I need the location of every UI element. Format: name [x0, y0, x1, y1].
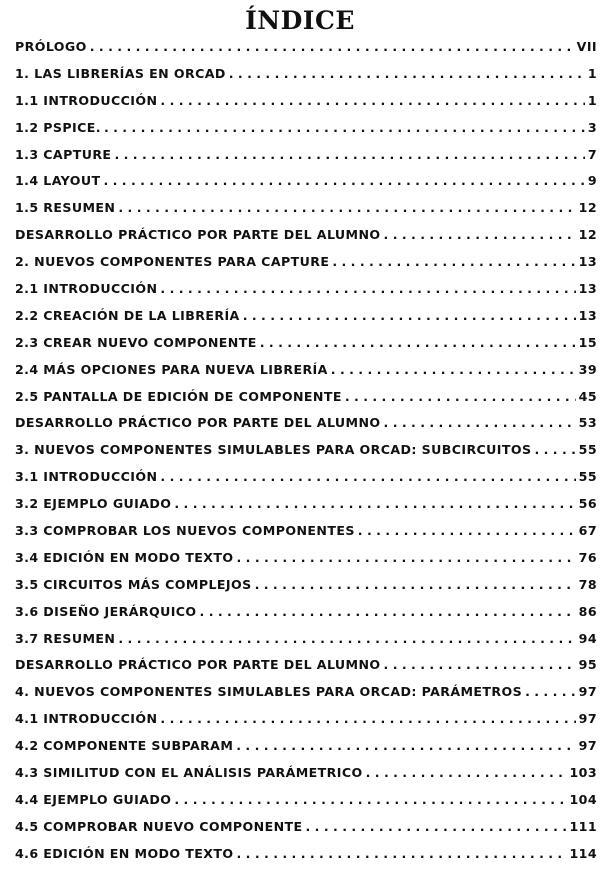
toc-entry: [15, 738, 597, 765]
toc-entry-page-number: 15: [578, 334, 597, 350]
toc-dot-leader: [525, 684, 576, 699]
toc-entry-label: 3.3 COMPROBAR LOS NUEVOS COMPONENTES: [15, 523, 355, 539]
toc-entry-page-number: 103: [569, 765, 597, 781]
toc-entry-page-number: 67: [578, 523, 597, 539]
toc-entry-page-number: 97: [578, 684, 597, 700]
table-of-contents: [15, 39, 597, 873]
toc-entry-page-number: 39: [578, 361, 597, 377]
toc-entry-page-number: 13: [578, 307, 597, 323]
toc-entry-label: 4.3 SIMILITUD CON EL ANÁLISIS PARÁMETRICO: [15, 765, 363, 781]
toc-dot-leader: [160, 281, 575, 296]
toc-entry-page-number: 104: [569, 791, 597, 807]
toc-entry-label: 1.2 PSPICE.: [15, 119, 101, 135]
toc-entry-label: 3.5 CIRCUITOS MÁS COMPLEJOS: [15, 576, 252, 592]
toc-entry-label: 3.6 DISEÑO JERÁRQUICO: [15, 603, 197, 619]
toc-entry-page-number: 13: [578, 281, 597, 297]
toc-entry: [15, 254, 597, 281]
toc-entry: [15, 469, 597, 496]
toc-dot-leader: [103, 173, 584, 188]
toc-entry-page-number: 9: [587, 173, 597, 189]
toc-dot-leader: [160, 93, 584, 108]
toc-entry: [15, 846, 597, 873]
toc-dot-leader: [384, 415, 576, 430]
toc-entry-page-number: 1: [587, 92, 597, 108]
toc-entry-page-number: 12: [578, 227, 597, 243]
toc-entry-page-number: 111: [569, 818, 597, 834]
toc-entry: [15, 496, 597, 523]
toc-dot-leader: [306, 819, 567, 834]
toc-entry-label: 4.1 INTRODUCCIÓN: [15, 711, 158, 727]
toc-dot-leader: [345, 389, 576, 404]
toc-entry-label: DESARROLLO PRÁCTICO POR PARTE DEL ALUMNO: [15, 227, 381, 243]
toc-entry-label: PRÓLOGO: [15, 39, 87, 54]
toc-entry-page-number: 45: [578, 388, 597, 404]
toc-entry-label: DESARROLLO PRÁCTICO POR PARTE DEL ALUMNO: [15, 415, 381, 431]
toc-entry-page-number: 13: [578, 254, 597, 270]
toc-entry-label: 1.1 INTRODUCCIÓN: [15, 92, 158, 108]
toc-entry: [15, 684, 597, 711]
toc-entry-page-number: 97: [578, 711, 597, 727]
toc-entry: [15, 415, 597, 442]
toc-entry: [15, 523, 597, 550]
toc-dot-leader: [358, 523, 576, 538]
toc-entry: [15, 819, 597, 846]
toc-entry-page-number: 78: [578, 576, 597, 592]
toc-dot-leader: [160, 469, 575, 484]
toc-entry: [15, 442, 597, 469]
toc-entry-label: 2.2 CREACIÓN DE LA LIBRERÍA: [15, 307, 240, 323]
toc-entry: [15, 281, 597, 308]
toc-dot-leader: [366, 765, 567, 780]
toc-entry: [15, 389, 597, 416]
toc-entry: [15, 173, 597, 200]
toc-dot-leader: [104, 120, 585, 135]
toc-entry: [15, 792, 597, 819]
toc-entry-label: 1.4 LAYOUT: [15, 173, 101, 189]
toc-dot-leader: [384, 657, 576, 672]
toc-dot-leader: [534, 442, 575, 457]
toc-entry-page-number: 86: [578, 603, 597, 619]
toc-dot-leader: [332, 254, 575, 269]
toc-dot-leader: [114, 147, 584, 162]
toc-entry-page-number: 76: [578, 549, 597, 565]
toc-entry: [15, 308, 597, 335]
toc-entry-page-number: 56: [578, 496, 597, 512]
toc-dot-leader: [260, 335, 576, 350]
toc-entry-label: 4.6 EDICIÓN EN MODO TEXTO: [15, 845, 234, 861]
toc-entry-label: 1. LAS LIBRERÍAS EN ORCAD: [15, 65, 226, 81]
page-title: ÍNDICE: [245, 6, 355, 35]
toc-entry-label: 2.5 PANTALLA DE EDICIÓN DE COMPONENTE: [15, 388, 342, 404]
toc-entry-page-number: 114: [569, 845, 597, 861]
toc-entry-label: 2. NUEVOS COMPONENTES PARA CAPTURE: [15, 254, 330, 270]
toc-entry-label: 4.4 EJEMPLO GUIADO: [15, 791, 172, 807]
toc-entry: [15, 335, 597, 362]
toc-dot-leader: [236, 738, 575, 753]
toc-entry: [15, 711, 597, 738]
toc-entry-label: 4. NUEVOS COMPONENTES SIMULABLES PARA ORCAD: PARÁMETROS: [15, 684, 523, 700]
toc-dot-leader: [255, 577, 576, 592]
toc-entry: [15, 657, 597, 684]
toc-entry-page-number: 55: [578, 442, 597, 458]
toc-dot-leader: [237, 846, 567, 861]
toc-dot-leader: [384, 227, 576, 242]
toc-entry: [15, 147, 597, 174]
toc-entry-page-number: 97: [578, 738, 597, 754]
toc-dot-leader: [243, 308, 576, 323]
toc-entry-page-number: 95: [578, 657, 597, 673]
toc-entry-page-number: VII: [576, 39, 597, 54]
toc-entry-label: 3.7 RESUMEN: [15, 630, 116, 646]
toc-dot-leader: [174, 792, 566, 807]
toc-dot-leader: [160, 711, 575, 726]
toc-dot-leader: [90, 39, 574, 54]
toc-entry: [15, 362, 597, 389]
toc-entry-label: 4.5 COMPROBAR NUEVO COMPONENTE: [15, 818, 303, 834]
toc-entry-label: 2.1 INTRODUCCIÓN: [15, 281, 158, 297]
toc-entry: [15, 120, 597, 147]
toc-entry-label: 3.1 INTRODUCCIÓN: [15, 469, 158, 485]
toc-entry: [15, 39, 597, 66]
toc-entry-page-number: 53: [578, 415, 597, 431]
toc-entry: [15, 550, 597, 577]
toc-dot-leader: [174, 496, 575, 511]
toc-dot-leader: [237, 550, 576, 565]
toc-entry-label: 1.3 CAPTURE: [15, 146, 112, 162]
toc-entry-page-number: 12: [578, 200, 597, 216]
toc-entry-label: 3. NUEVOS COMPONENTES SIMULABLES PARA ORCAD: SUBCIRCUITOS: [15, 442, 532, 458]
toc-entry-page-number: 94: [578, 630, 597, 646]
toc-dot-leader: [118, 200, 575, 215]
toc-entry-label: 2.3 CREAR NUEVO COMPONENTE: [15, 334, 257, 350]
toc-entry: [15, 227, 597, 254]
toc-entry: [15, 631, 597, 658]
toc-dot-leader: [331, 362, 576, 377]
toc-entry: [15, 577, 597, 604]
toc-entry-label: 3.4 EDICIÓN EN MODO TEXTO: [15, 549, 234, 565]
toc-entry-page-number: 1: [587, 65, 597, 81]
toc-dot-leader: [200, 604, 576, 619]
toc-entry-page-number: 7: [587, 146, 597, 162]
toc-entry: [15, 765, 597, 792]
toc-entry-label: 3.2 EJEMPLO GUIADO: [15, 496, 172, 512]
toc-dot-leader: [118, 631, 575, 646]
toc-entry: [15, 604, 597, 631]
toc-entry-page-number: 55: [578, 469, 597, 485]
toc-entry-page-number: 3: [587, 119, 597, 135]
toc-entry-label: 4.2 COMPONENTE SUBPARAM: [15, 738, 234, 754]
toc-entry-label: 1.5 RESUMEN: [15, 200, 116, 216]
toc-dot-leader: [229, 66, 585, 81]
toc-entry-label: DESARROLLO PRÁCTICO POR PARTE DEL ALUMNO: [15, 657, 381, 673]
toc-entry: [15, 200, 597, 227]
toc-entry-label: 2.4 MÁS OPCIONES PARA NUEVA LIBRERÍA: [15, 361, 328, 377]
toc-entry: [15, 66, 597, 93]
toc-entry: [15, 93, 597, 120]
